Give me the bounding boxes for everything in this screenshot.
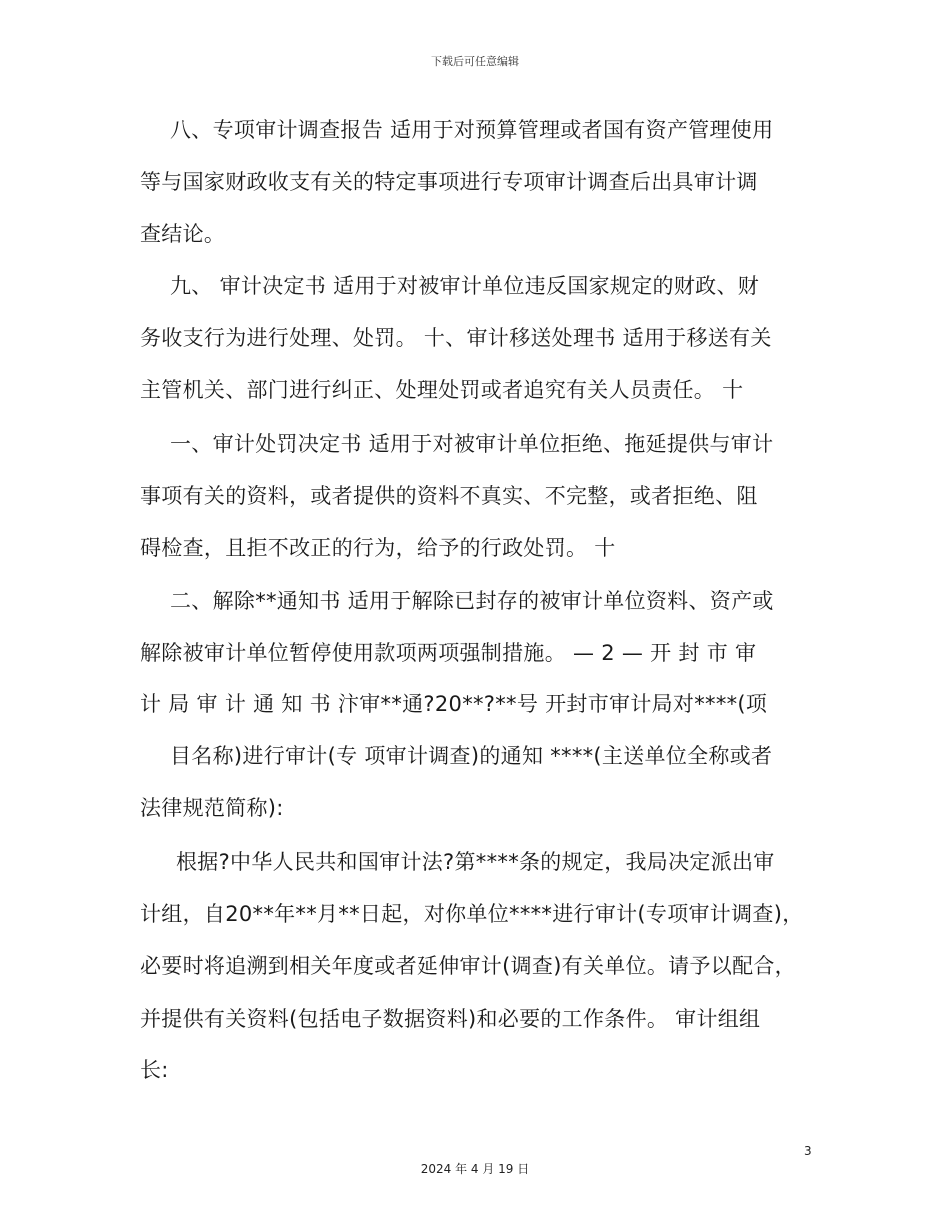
body-line: 主管机关、部门进行纠正、处理处罚或者追究有关人员责任。 十 <box>140 378 744 402</box>
body-line: 等与国家财政收支有关的特定事项进行专项审计调查后出具审计调 <box>140 170 758 194</box>
body-line: 碍检查，且拒不改正的行为，给予的行政处罚。 十 <box>140 536 616 560</box>
body-line: 九、 审计决定书 适用于对被审计单位违反国家规定的财政、财 <box>170 274 760 298</box>
body-line: 务收支行为进行处理、处罚。 十、审计移送处理书 适用于移送有关 <box>140 326 772 350</box>
body-line: 计 局 审 计 通 知 书 汴审**通?20**?**号 开封市审计局对****(项 <box>140 692 768 716</box>
body-line: 八、专项审计调查报告 适用于对预算管理或者国有资产管理使用 <box>170 118 774 142</box>
body-line: 一、审计处罚决定书 适用于对被审计单位拒绝、拖延提供与审计 <box>170 432 774 456</box>
body-line: 事项有关的资料，或者提供的资料不真实、不完整，或者拒绝、阻 <box>140 484 758 508</box>
body-line: 计组，自20**年**月**日起，对你单位****进行审计(专项审计调查)， <box>140 902 804 926</box>
footer-date: 2024 年 4 月 19 日 <box>420 1162 530 1176</box>
body-line: 目名称)进行审计(专 项审计调查)的通知 ****(主送单位全称或者 <box>170 744 773 768</box>
body-line: 并提供有关资料(包括电子数据资料)和必要的工作条件。 审计组组 <box>140 1007 761 1031</box>
body-line: 长: <box>140 1058 169 1082</box>
body-line: 法律规范简称): <box>140 796 284 820</box>
body-line: 二、解除**通知书 适用于解除已封存的被审计单位资料、资产或 <box>170 589 774 613</box>
page-header: 下载后可任意编辑 <box>431 55 519 68</box>
body-line: 查结论。 <box>140 222 226 246</box>
body-line: 必要时将追溯到相关年度或者延伸审计(调查)有关单位。请予以配合， <box>140 954 796 978</box>
body-line: 根据?中华人民共和国审计法?第****条的规定，我局决定派出审 <box>176 850 775 874</box>
body-line: 解除被审计单位暂停使用款项两项强制措施。 — 2 — 开 封 市 审 <box>140 641 757 665</box>
page-number: 3 <box>804 1144 812 1158</box>
